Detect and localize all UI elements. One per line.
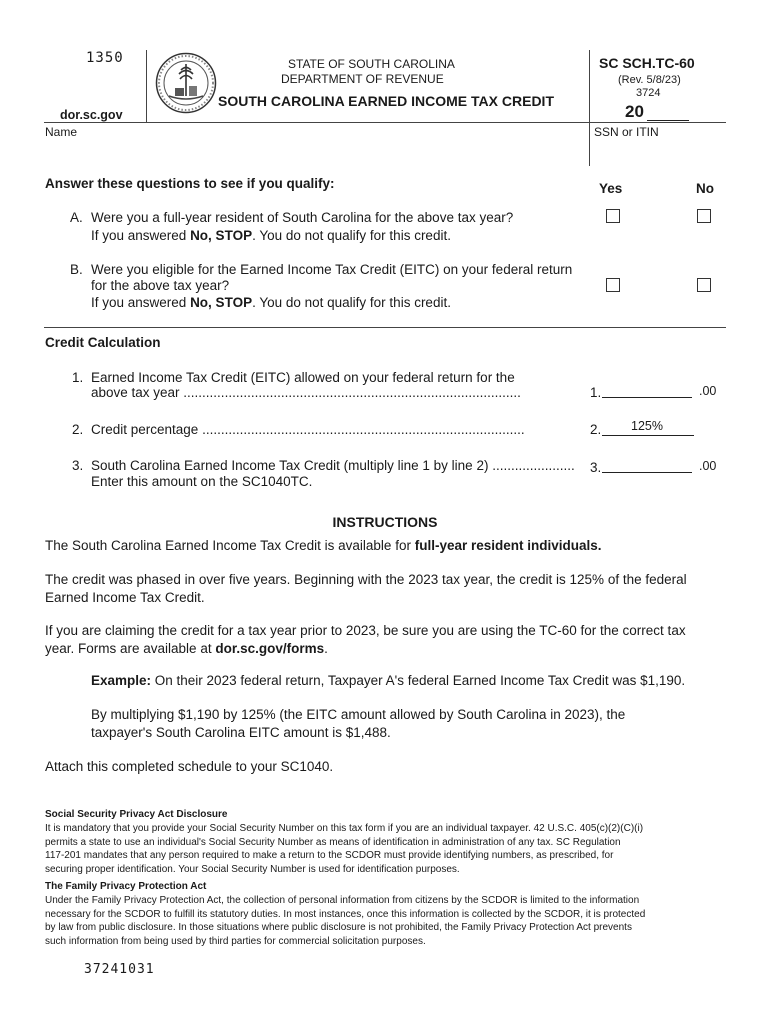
ssn-label: SSN or ITIN xyxy=(594,125,659,139)
name-ssn-divider xyxy=(589,122,590,166)
header-divider-left xyxy=(146,50,147,122)
question-a-text: Were you a full-year resident of South Carolina for the above tax year? xyxy=(91,210,514,225)
question-b-no-checkbox[interactable] xyxy=(697,278,711,292)
question-b-yes-checkbox[interactable] xyxy=(606,278,620,292)
ssn-privacy-text: It is mandatory that you provide your Social Security Number on this tax form if you are an individual taxpayer. 42 U.S.C. 405(c)(2)(C)(i) permits a state to use an individual's Social Security Number as means of identification in administration of any tax. SC Regulation 117-201 mandates that any person required to make a return to the SCDOR must provide identifying numbers, as prescribed, for securing proper identification. Your Social Security Number is used for identification purposes. xyxy=(45,823,644,875)
example-paragraph: Example: On their 2023 federal return, Taxpayer A's federal Earned Income Tax Credit was $1,190. xyxy=(91,673,686,688)
ssn-privacy-heading: Social Security Privacy Act Disclosure xyxy=(45,809,228,820)
yes-column-label: Yes xyxy=(599,181,623,196)
family-privacy-heading: The Family Privacy Protection Act xyxy=(45,881,207,892)
line-1-text: Earned Income Tax Credit (EITC) allowed on your federal return for the xyxy=(91,370,515,385)
instructions-p2: The credit was phased in over five years. Beginning with the 2023 tax year, the credit is 125% of the federal Earned Income Tax Credit. xyxy=(45,572,687,605)
line-3-ref: 3. xyxy=(590,460,602,475)
question-b-text-2: for the above tax year? xyxy=(91,278,230,293)
question-a-yes-checkbox[interactable] xyxy=(606,209,620,223)
state-name: STATE OF SOUTH CAROLINA xyxy=(288,57,455,71)
header-divider-right xyxy=(589,50,590,122)
name-field[interactable] xyxy=(90,124,585,164)
line-1-number: 1. xyxy=(72,370,84,385)
question-a-stop: If you answered No, STOP. You do not qualify for this credit. xyxy=(91,228,451,243)
line-3-cents: .00 xyxy=(699,459,717,473)
line-1-cents: .00 xyxy=(699,384,717,398)
line-2-number: 2. xyxy=(72,422,84,437)
form-id: SC SCH.TC-60 xyxy=(599,55,695,71)
department-name: DEPARTMENT OF REVENUE xyxy=(281,72,444,86)
line-3-text-2: Enter this amount on the SC1040TC. xyxy=(91,474,313,489)
question-a-letter: A. xyxy=(70,210,83,225)
example-calc-paragraph: By multiplying $1,190 by 125% (the EITC amount allowed by South Carolina in 2023), the taxpayer's South Carolina EITC amount is $1,488. xyxy=(91,707,626,740)
tax-year-field[interactable] xyxy=(647,104,689,121)
name-label: Name xyxy=(45,125,78,139)
forms-link[interactable]: dor.sc.gov/forms xyxy=(215,641,325,656)
attach-note: Attach this completed schedule to your SC1040. xyxy=(45,759,334,774)
instructions-heading: INSTRUCTIONS xyxy=(332,514,438,530)
line-1-ref: 1. xyxy=(590,385,602,400)
revision-code: 3724 xyxy=(636,87,661,99)
instructions-p1: The South Carolina Earned Income Tax Credit is available for full-year resident individuals. xyxy=(45,538,602,553)
line-1-text-2: above tax year .......................................................................................... xyxy=(91,385,521,400)
tax-year-prefix: 20 xyxy=(625,102,644,121)
form-code: 1350 xyxy=(86,50,124,66)
family-privacy-text: Under the Family Privacy Protection Act, the collection of personal information from citizens by the SCDOR is limited to the information necessary for the SCDOR to fulfill its statutory duties. In most instances, once this information is collected by the SCDOR, it is protected by law from public disclosure. In those situations where public disclosure is not prohibited, the Family Privacy Protection Act prevents such information from being used by third parties for commercial solicitation purposes. xyxy=(45,895,646,947)
instructions-p3: If you are claiming the credit for a tax year prior to 2023, be sure you are using the TC-60 for the correct tax year. Forms are available at dor.sc.gov/forms. xyxy=(45,623,686,656)
question-a-no-checkbox[interactable] xyxy=(697,209,711,223)
line-1-amount-field[interactable] xyxy=(602,382,692,398)
line-3-text: South Carolina Earned Income Tax Credit (multiply line 1 by line 2) ...................... xyxy=(91,458,575,473)
calc-heading: Credit Calculation xyxy=(45,335,161,350)
question-b-stop: If you answered No, STOP. You do not qualify for this credit. xyxy=(91,295,451,310)
no-column-label: No xyxy=(696,181,714,196)
question-b-text: Were you eligible for the Earned Income Tax Credit (EITC) on your federal return xyxy=(91,262,573,277)
line-2-value: 125% xyxy=(631,419,663,433)
footer-code: 37241031 xyxy=(84,962,155,977)
line-2-ref: 2. xyxy=(590,422,602,437)
line-3-amount-field[interactable] xyxy=(602,457,692,473)
line-2-text: Credit percentage ...................................................................................... xyxy=(91,422,525,437)
line-3-number: 3. xyxy=(72,458,84,473)
form-title: SOUTH CAROLINA EARNED INCOME TAX CREDIT xyxy=(218,93,554,109)
header-bottom-rule xyxy=(44,122,726,123)
qualify-heading: Answer these questions to see if you qualify: xyxy=(45,176,335,191)
website: dor.sc.gov xyxy=(60,108,123,122)
state-seal-icon xyxy=(155,52,217,114)
section-divider xyxy=(44,327,726,328)
ssn-field[interactable] xyxy=(594,140,726,164)
question-b-letter: B. xyxy=(70,262,83,277)
revision-date: (Rev. 5/8/23) xyxy=(618,74,681,86)
